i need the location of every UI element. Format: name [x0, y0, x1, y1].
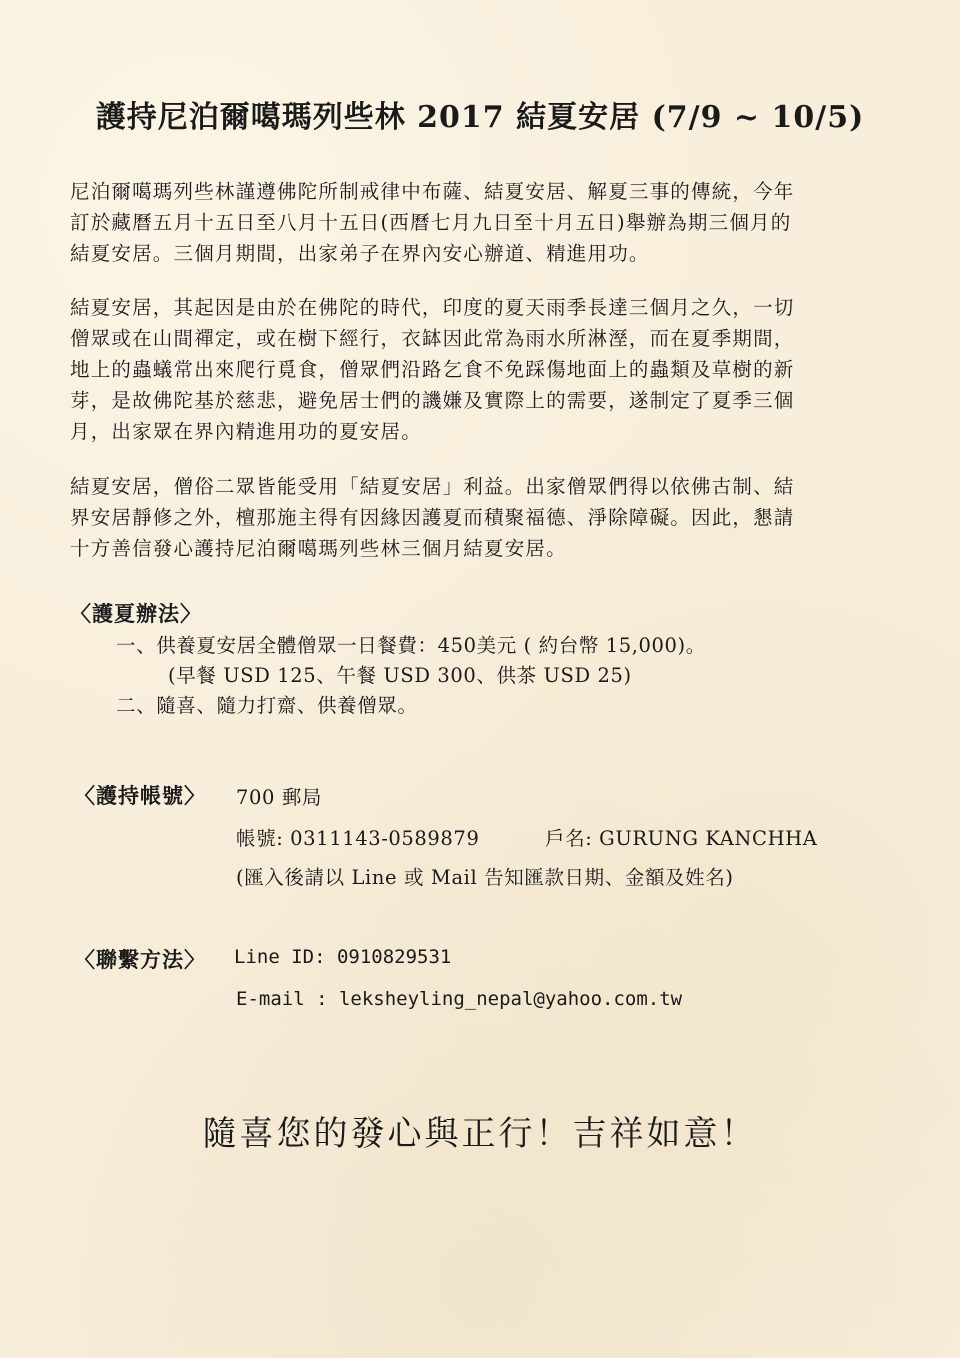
origin-line: 僧眾或在山間禪定，或在樹下經行，衣缽因此常為雨水所淋溼，而在夏季期間， [70, 327, 795, 350]
origin-line: 芽，是故佛陀基於慈悲，避免居士們的譏嫌及實際上的需要，遂制定了夏季三個 [70, 389, 795, 412]
origin-line: 結夏安居，其起因是由於在佛陀的時代，印度的夏天雨季長達三個月之久，一切 [70, 296, 795, 319]
benefit-line: 結夏安居，僧俗二眾皆能受用「結夏安居」利益。出家僧眾們得以依佛古制、結 [70, 475, 795, 498]
contact-line-id: Line ID: 0910829531 [234, 946, 452, 968]
origin-paragraph [70, 292, 890, 447]
methods-item-1-detail: (早餐 USD 125、午餐 USD 300、供茶 USD 25) [168, 664, 632, 687]
closing-blessing: 隨喜您的發心與正行！吉祥如意！ [202, 1114, 758, 1154]
document-title: 護持尼泊爾噶瑪列些林 2017 結夏安居 (7/9 ~ 10/5) [95, 100, 865, 135]
methods-heading: 〈護夏辦法〉 [70, 601, 202, 626]
methods-item-1: 一、供養夏安居全體僧眾一日餐費：450美元 ( 約台幣 15,000)。 [116, 634, 706, 657]
benefit-paragraph [70, 471, 890, 564]
account-heading: 〈護持帳號〉 [74, 783, 206, 808]
account-bank: 700 郵局 [236, 786, 323, 809]
origin-line: 月，出家眾在界內精進用功的夏安居。 [70, 420, 422, 443]
methods-item-2: 二、隨喜、隨力打齋、供養僧眾。 [116, 694, 418, 717]
intro-line: 結夏安居。三個月期間，出家弟子在界內安心辦道、精進用功。 [70, 242, 650, 265]
contact-email[interactable]: E-mail : leksheyling_nepal@yahoo.com.tw [236, 988, 683, 1010]
intro-line: 訂於藏曆五月十五日至八月十五日(西曆七月九日至十月五日)舉辦為期三個月的 [70, 211, 792, 234]
contact-heading: 〈聯繫方法〉 [74, 947, 206, 972]
benefit-line: 界安居靜修之外，檀那施主得有因緣因護夏而積聚福德、淨除障礙。因此，懇請 [70, 506, 795, 529]
intro-paragraph [70, 176, 890, 269]
origin-line: 地上的蟲蟻常出來爬行覓食，僧眾們沿路乞食不免踩傷地面上的蟲類及草樹的新 [70, 358, 795, 381]
intro-line: 尼泊爾噶瑪列些林謹遵佛陀所制戒律中布薩、結夏安居、解夏三事的傳統，今年 [70, 180, 795, 203]
account-holder: 戶名: GURUNG KANCHHA [545, 827, 818, 850]
benefit-line: 十方善信發心護持尼泊爾噶瑪列些林三個月結夏安居。 [70, 537, 567, 560]
account-number: 帳號: 0311143-0589879 [236, 827, 480, 850]
account-note: (匯入後請以 Line 或 Mail 告知匯款日期、金額及姓名) [236, 866, 734, 889]
